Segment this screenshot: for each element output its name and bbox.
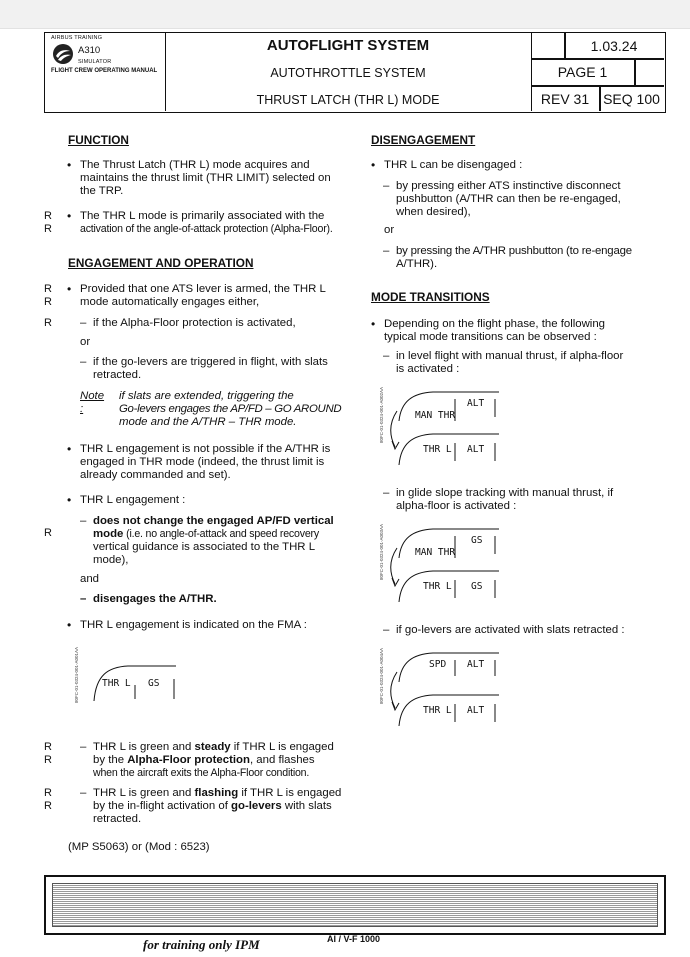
text-line: Go-levers engages the AP/FD – GO AROUND xyxy=(119,403,342,415)
text-line: pushbutton (A/THR can then be re-engaged, xyxy=(396,193,621,205)
fma-bottom-left-label: THR L xyxy=(423,705,452,716)
revision-mark: R xyxy=(44,800,52,812)
figure-code: 80FC-01-0324-001-A001AA xyxy=(74,647,79,704)
text-span: with slats xyxy=(281,800,332,812)
text-line: already commanded and set). xyxy=(80,469,231,481)
text-span: , and flashes xyxy=(249,754,315,766)
engagement-heading: ENGAGEMENT AND OPERATION xyxy=(68,256,254,270)
text-line: the TRP. xyxy=(80,185,124,197)
engagement-item-2 xyxy=(80,443,330,482)
text-span: THR L is green and xyxy=(93,741,195,753)
fma-top-left-label: MAN THR xyxy=(415,547,456,558)
revision-mark: R xyxy=(44,283,52,295)
fma-right-label: GS xyxy=(148,678,160,689)
logo-line1: AIRBUS TRAINING xyxy=(51,35,103,41)
function-item-2 xyxy=(80,210,333,236)
engagement-item-3a xyxy=(93,515,348,567)
engagement-item-1b xyxy=(93,356,328,382)
bold-text: steady xyxy=(194,741,231,753)
text-line: – by pressing either ATS instinctive disconnect xyxy=(396,180,621,192)
text-line: • Depending on the flight phase, the following xyxy=(384,318,606,330)
revision-mark: R xyxy=(44,296,52,308)
right-column xyxy=(345,0,690,870)
text-line: • THR L engagement is not possible if the A/THR is xyxy=(80,443,331,455)
transition-level-flight xyxy=(396,350,623,376)
function-item-1 xyxy=(80,159,331,198)
text-line: • Provided that one ATS lever is armed, the THR L xyxy=(80,283,326,295)
fma-bottom-left-label: THR L xyxy=(423,581,452,592)
text-span: by the in-flight activation of xyxy=(93,800,232,812)
text-line: when the aircraft exits the Alpha-Floor condition. xyxy=(93,767,310,779)
text-line: maintains the thrust limit (THR LIMIT) selected on xyxy=(80,172,331,184)
text-line: mode and the A/THR – THR mode. xyxy=(119,416,297,428)
bold-text: Alpha-Floor protection xyxy=(127,754,250,766)
doc-reference: 1.03.24 xyxy=(590,38,638,54)
text-line: – in glide slope tracking with manual thrust, if xyxy=(396,487,614,499)
text-line: activation of the angle-of-attack protection (Alpha-Floor). xyxy=(80,223,333,235)
text-span: if THR L is engaged xyxy=(238,787,342,799)
text-line: • The Thrust Latch (THR L) mode acquires and xyxy=(80,159,310,171)
fma-top-right-label: ALT xyxy=(467,398,485,409)
fma-top-left-label: MAN THR xyxy=(415,410,456,421)
footer-hatch-pattern xyxy=(52,883,658,927)
transitions-intro xyxy=(384,318,605,344)
text-line: is activated : xyxy=(396,363,460,375)
logo-line2: SIMULATOR xyxy=(78,59,112,65)
page-number: PAGE 1 xyxy=(557,64,608,80)
transition-go-levers: – if go-levers are activated with slats retracted : xyxy=(396,624,625,637)
text-line: if slats are extended, triggering the xyxy=(119,390,294,402)
disengagement-item-a xyxy=(396,180,621,219)
text-line: A/THR). xyxy=(396,258,438,270)
text-span: by the xyxy=(93,754,128,766)
fma-transition-frame xyxy=(389,522,509,610)
fma-top-right-label: GS xyxy=(471,535,483,546)
footer-document-id: AI / V-F 1000 xyxy=(327,934,381,944)
logo-manual: FLIGHT CREW OPERATING MANUAL xyxy=(51,68,158,74)
text-line: mode automatically engages either, xyxy=(80,296,260,308)
fma-bottom-right-label: GS xyxy=(471,581,483,592)
bold-text: mode xyxy=(93,528,124,540)
applicability-note: (MP S5063) or (Mod : 6523) xyxy=(68,841,210,853)
text-line: retracted. xyxy=(93,369,142,381)
text-line: (i.e. no angle-of-attack and speed recovery xyxy=(123,528,319,540)
engagement-item-3b: – disengages the A/THR. xyxy=(93,593,217,606)
disengagement-item: • THR L can be disengaged : xyxy=(384,159,522,172)
fma-bottom-left-label: THR L xyxy=(423,444,452,455)
text-line: typical mode transitions can be observed : xyxy=(384,331,597,343)
fma-transition-frame xyxy=(389,385,509,473)
note-label: Note : xyxy=(80,390,105,415)
fma-transition-frame xyxy=(389,646,509,734)
green-steady-item xyxy=(93,741,348,780)
figure-code: 80FC-01-0324-001-A003AA xyxy=(379,524,384,581)
revision-mark: R xyxy=(44,223,52,235)
bold-text: flashing xyxy=(194,787,239,799)
text-line: – in level flight with manual thrust, if alpha-floor xyxy=(396,350,624,362)
revision-mark: R xyxy=(44,317,52,329)
transition-glide-slope xyxy=(396,487,613,513)
fma-diagram-thrl-gs xyxy=(70,645,210,725)
revision-mark: R xyxy=(44,754,52,766)
fma-transition-spd-alt xyxy=(375,646,525,736)
fma-left-label: THR L xyxy=(102,678,131,689)
footer-box xyxy=(44,875,666,935)
doc-subtitle-2: THRUST LATCH (THR L) MODE xyxy=(256,93,440,107)
doc-subtitle-1: AUTOTHROTTLE SYSTEM xyxy=(270,66,426,80)
function-heading: FUNCTION xyxy=(68,133,129,147)
text-line: – by pressing the A/THR pushbutton (to re-engage xyxy=(396,245,632,257)
fma-bottom-right-label: ALT xyxy=(467,444,485,455)
engagement-item-3: • THR L engagement : xyxy=(80,494,185,507)
and-text: and xyxy=(80,573,100,585)
sequence-number: SEQ 100 xyxy=(603,91,660,107)
engagement-item-1a: – if the Alpha-Floor protection is activated, xyxy=(93,317,296,330)
text-line: vertical guidance is associated to the THR L xyxy=(93,541,316,553)
revision-mark: R xyxy=(44,787,52,799)
text-line: mode), xyxy=(93,554,129,566)
text-line: when desired), xyxy=(396,206,471,218)
left-column xyxy=(0,0,345,870)
text-line: • The THR L mode is primarily associated with the xyxy=(80,210,325,222)
disengagement-heading: DISENGAGEMENT xyxy=(371,133,476,147)
revision-mark: R xyxy=(44,210,52,222)
text-line: alpha-floor is activated : xyxy=(396,500,517,512)
text-span: if THR L is engaged xyxy=(230,741,334,753)
engagement-item-4: • THR L engagement is indicated on the FMA : xyxy=(80,619,307,632)
or-text: or xyxy=(80,336,91,348)
doc-title: AUTOFLIGHT SYSTEM xyxy=(266,37,430,54)
engagement-item-1 xyxy=(80,283,326,309)
fma-transition-manthr-gs xyxy=(375,522,525,612)
revision-mark: R xyxy=(44,527,52,539)
mode-transitions-heading: MODE TRANSITIONS xyxy=(371,290,490,304)
text-line: retracted. xyxy=(93,813,142,825)
revision-mark: R xyxy=(44,741,52,753)
fma-top-right-label: ALT xyxy=(467,659,485,670)
fma-transition-manthr-alt xyxy=(375,385,525,475)
text-span: THR L is green and xyxy=(93,787,195,799)
figure-code: 80FC-01-0324-001-A002AA xyxy=(379,387,384,444)
green-flashing-item xyxy=(93,787,348,826)
text-line: engaged in THR mode (indeed, the thrust limit is xyxy=(80,456,325,468)
logo-model: A310 xyxy=(78,45,101,56)
or-text: or xyxy=(384,224,395,236)
revision-number: REV 31 xyxy=(540,91,590,107)
fma-bottom-right-label: ALT xyxy=(467,705,485,716)
footer-training-text: for training only IPM xyxy=(143,937,260,952)
fma-top-left-label: SPD xyxy=(429,659,447,670)
figure-code: 80FC-01-0324-001-A004AA xyxy=(379,648,384,705)
text-line: – if the go-levers are triggered in flight, with slats xyxy=(93,356,328,368)
bold-text: go-levers xyxy=(231,800,282,812)
disengagement-item-b xyxy=(396,245,632,271)
text-line: – does not change the engaged AP/FD vertical xyxy=(93,515,334,527)
